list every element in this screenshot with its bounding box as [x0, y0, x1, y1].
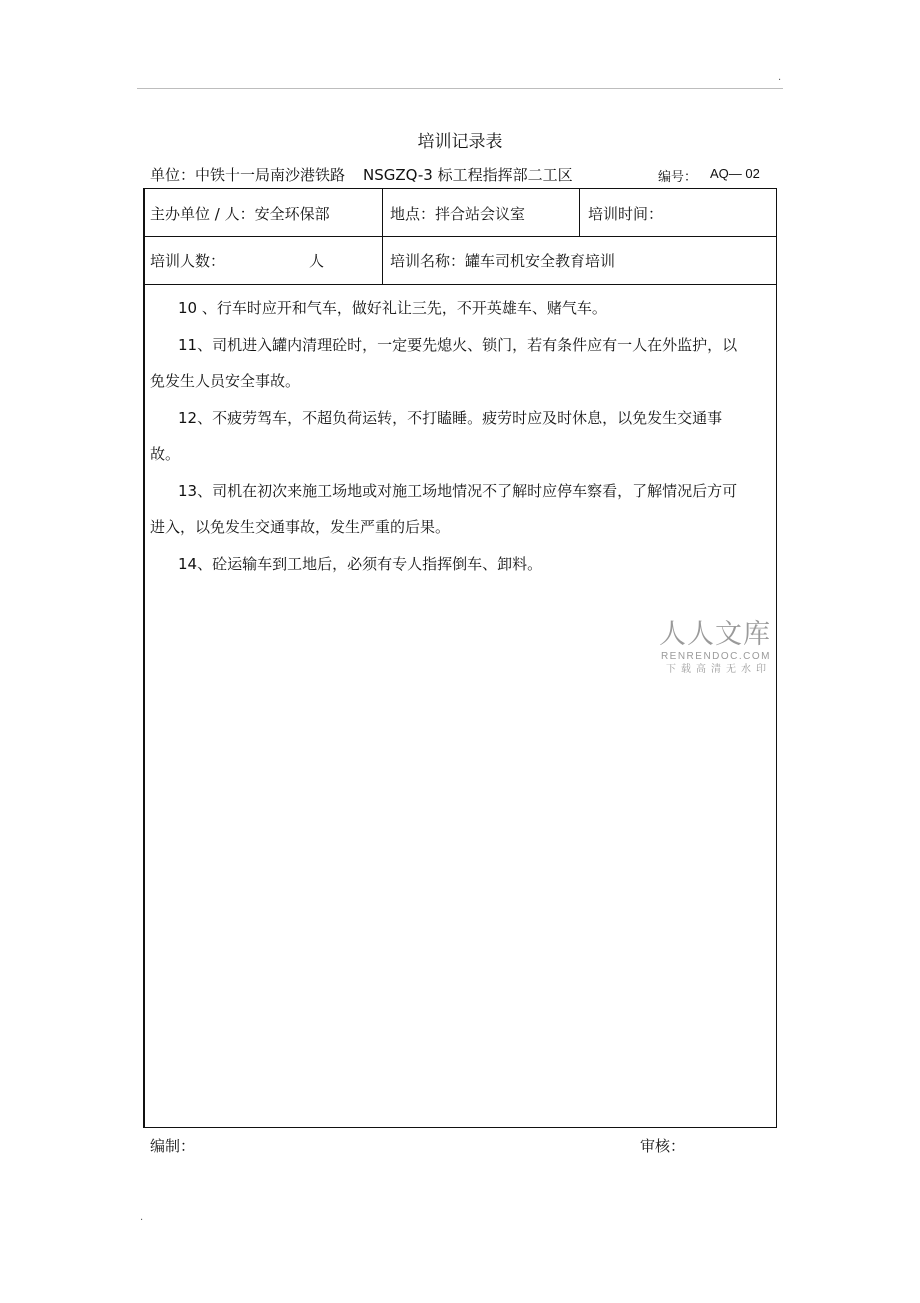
item-11: 11、司机进入罐内清理砼时，一定要先熄火、锁门，若有条件应有一人在外监护，以免发生人员安全事故。	[150, 335, 738, 390]
row-divider	[145, 284, 776, 285]
watermark-brand: 人人文库	[659, 619, 771, 650]
column-divider	[382, 189, 383, 284]
location-cell: 地点：拌合站会议室	[390, 205, 526, 223]
column-divider	[579, 189, 580, 236]
item-13: 13、司机在初次来施工场地或对施工场地情况不了解时应停车察看，了解情况后方可进入，以免发生交通事故，发生严重的后果。	[150, 481, 738, 536]
page-title: 培训记录表	[417, 132, 503, 152]
header-rule	[137, 88, 783, 89]
corner-mark: .	[778, 72, 782, 83]
code-value: AQ— 02	[710, 166, 760, 181]
compiled-by-label: 编制：	[150, 1137, 196, 1155]
watermark	[645, 620, 771, 677]
code-label: 编号：	[658, 170, 698, 185]
unit-label: 单位：中铁十一局南沙港铁路	[150, 166, 346, 184]
unit-line	[150, 164, 573, 185]
training-time-cell: 培训时间：	[588, 205, 664, 223]
item-12: 12、不疲劳驾车，不超负荷运转，不打瞌睡。疲劳时应及时休息，以免发生交通事故。	[150, 408, 723, 463]
training-name-cell: 培训名称：罐车司机安全教育培训	[390, 252, 616, 270]
project-label: NSGZQ-3 标工程指挥部二工区	[363, 166, 573, 184]
attendee-count-label: 培训人数：	[150, 252, 226, 270]
watermark-slogan: 下载高清无水印	[666, 664, 771, 675]
reviewed-by-label: 审核：	[640, 1137, 686, 1155]
item-10: 10 、行车时应开和气车，做好礼让三先，不开英雄车、赌气车。	[178, 299, 607, 317]
row-divider	[145, 236, 776, 237]
item-14: 14、砼运输车到工地后，必须有专人指挥倒车、卸料。	[178, 554, 543, 573]
organizer-cell: 主办单位 / 人：安全环保部	[150, 205, 330, 223]
bottom-mark: .	[140, 1212, 144, 1223]
training-content	[150, 290, 740, 582]
watermark-domain: RENRENDOC.COM	[660, 651, 771, 662]
attendee-count-unit: 人	[309, 252, 325, 270]
